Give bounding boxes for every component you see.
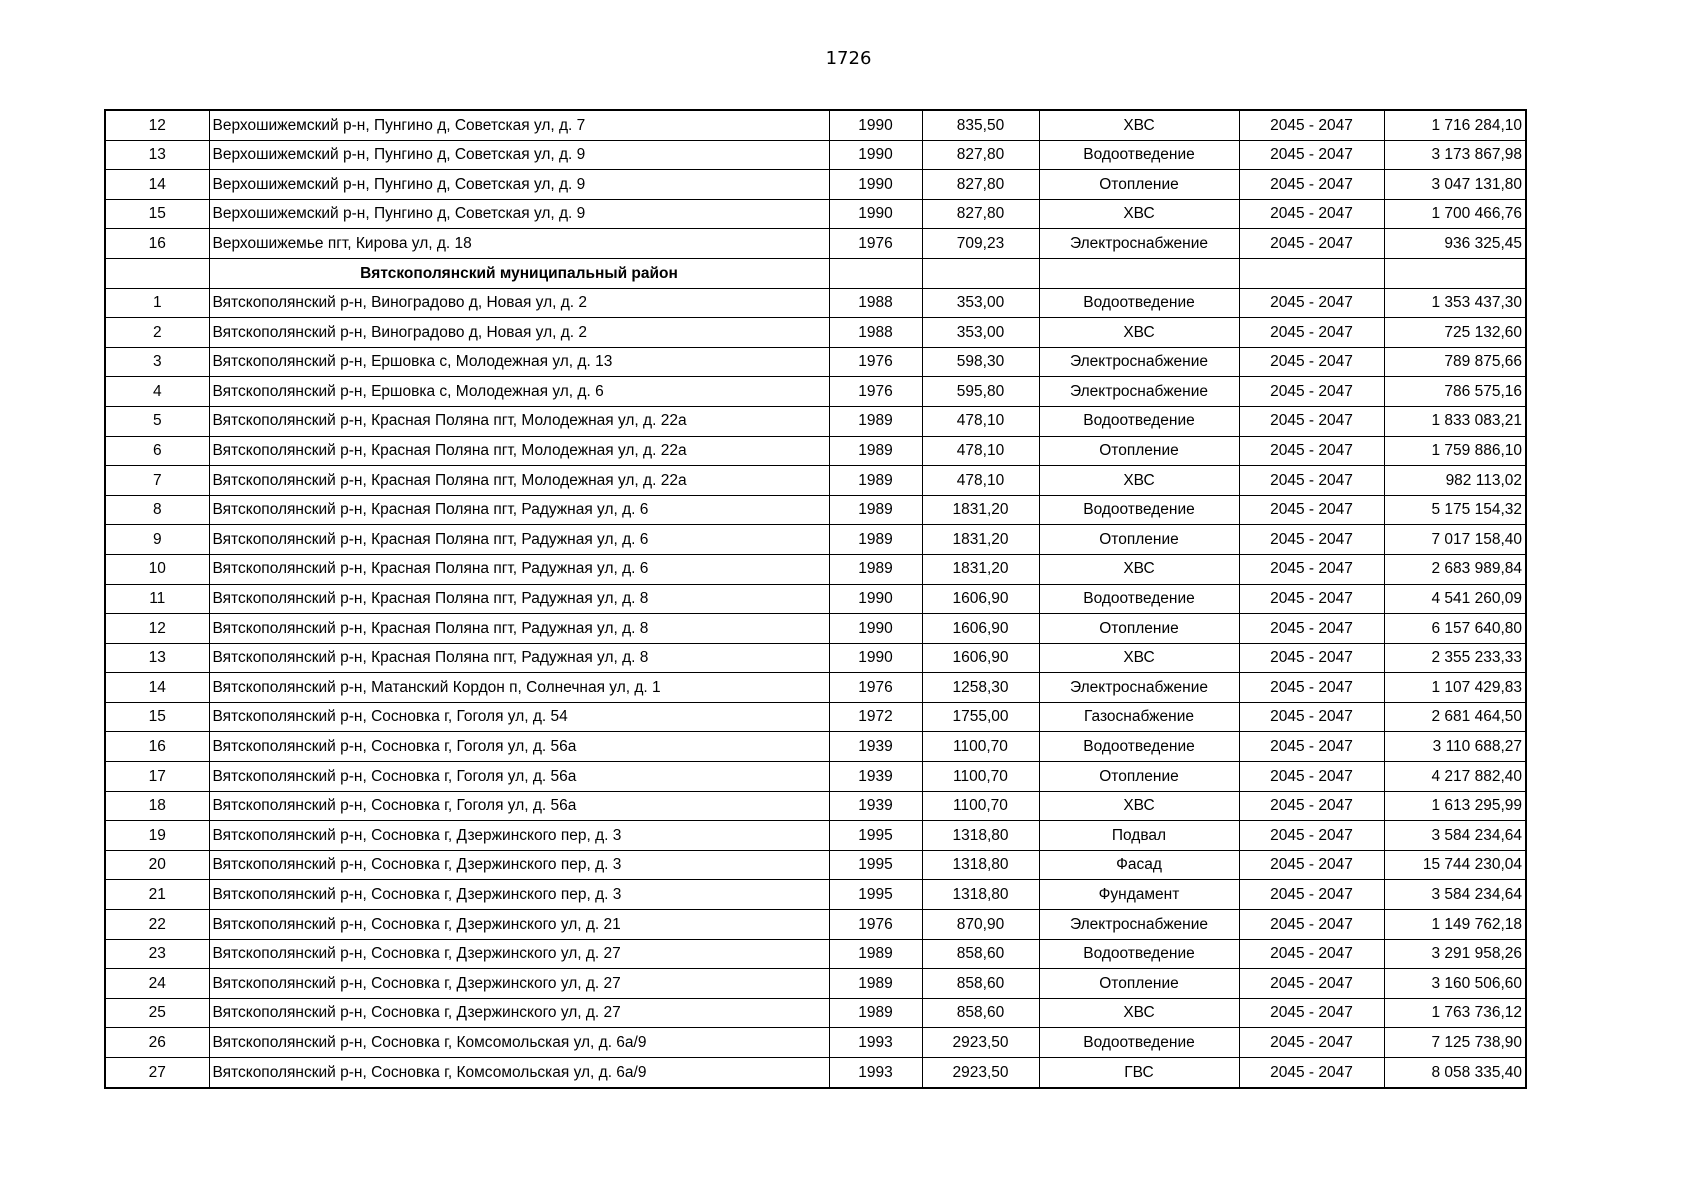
cell-num: 7 xyxy=(105,466,209,496)
cell-year: 1990 xyxy=(829,170,922,200)
cell-year: 1990 xyxy=(829,643,922,673)
cell-period: 2045 - 2047 xyxy=(1239,525,1384,555)
cell-work-type: Фундамент xyxy=(1039,880,1239,910)
cell-address: Вятскополянский р-н, Красная Поляна пгт, Радужная ул, д. 8 xyxy=(209,584,829,614)
cell-area: 827,80 xyxy=(922,170,1039,200)
table-row xyxy=(105,347,1526,377)
cell-cost: 15 744 230,04 xyxy=(1384,850,1526,880)
cell-area: 709,23 xyxy=(922,229,1039,259)
cell-cost: 7 017 158,40 xyxy=(1384,525,1526,555)
cell-address: Вятскополянский р-н, Ершовка с, Молодежная ул, д. 13 xyxy=(209,347,829,377)
cell-cost: 1 353 437,30 xyxy=(1384,288,1526,318)
cell-address: Вятскополянский р-н, Сосновка г, Дзержинского пер, д. 3 xyxy=(209,880,829,910)
cell-num: 23 xyxy=(105,939,209,969)
cell-cost: 1 763 736,12 xyxy=(1384,998,1526,1028)
cell-address: Вятскополянский р-н, Сосновка г, Гоголя ул, д. 56а xyxy=(209,791,829,821)
cell-year: 1989 xyxy=(829,969,922,999)
cell-address: Вятскополянский р-н, Сосновка г, Дзержинского пер, д. 3 xyxy=(209,821,829,851)
cell-year: 1989 xyxy=(829,466,922,496)
cell-work-type: Водоотведение xyxy=(1039,140,1239,170)
cell-period: 2045 - 2047 xyxy=(1239,436,1384,466)
table-row xyxy=(105,614,1526,644)
table-row xyxy=(105,673,1526,703)
cell-period: 2045 - 2047 xyxy=(1239,199,1384,229)
cell-period: 2045 - 2047 xyxy=(1239,377,1384,407)
cell-year: 1989 xyxy=(829,525,922,555)
cell-cost: 1 700 466,76 xyxy=(1384,199,1526,229)
cell-cost: 3 584 234,64 xyxy=(1384,821,1526,851)
cell-num: 13 xyxy=(105,140,209,170)
cell-num: 19 xyxy=(105,821,209,851)
cell-address: Верхошижемье пгт, Кирова ул, д. 18 xyxy=(209,229,829,259)
cell-area: 1100,70 xyxy=(922,791,1039,821)
cell-area: 1100,70 xyxy=(922,732,1039,762)
table-row xyxy=(105,318,1526,348)
cell-num: 12 xyxy=(105,110,209,140)
cell-num: 16 xyxy=(105,229,209,259)
cell-work-type: Фасад xyxy=(1039,850,1239,880)
cell-year: 1990 xyxy=(829,140,922,170)
cell-year: 1995 xyxy=(829,850,922,880)
cell-area: 870,90 xyxy=(922,910,1039,940)
table-row xyxy=(105,436,1526,466)
cell-cost: 3 173 867,98 xyxy=(1384,140,1526,170)
cell-address: Вятскополянский р-н, Красная Поляна пгт, Радужная ул, д. 8 xyxy=(209,643,829,673)
cell-area: 1606,90 xyxy=(922,614,1039,644)
cell-area xyxy=(922,258,1039,288)
cell-area: 1755,00 xyxy=(922,702,1039,732)
cell-num: 8 xyxy=(105,495,209,525)
cell-cost: 2 681 464,50 xyxy=(1384,702,1526,732)
cell-work-type: ХВС xyxy=(1039,318,1239,348)
cell-num: 26 xyxy=(105,1028,209,1058)
cell-cost: 1 833 083,21 xyxy=(1384,406,1526,436)
cell-period: 2045 - 2047 xyxy=(1239,584,1384,614)
cell-work-type: Электроснабжение xyxy=(1039,377,1239,407)
cell-year: 1976 xyxy=(829,377,922,407)
cell-area: 858,60 xyxy=(922,939,1039,969)
cell-area: 1100,70 xyxy=(922,762,1039,792)
table-row xyxy=(105,495,1526,525)
cell-period: 2045 - 2047 xyxy=(1239,939,1384,969)
cell-year xyxy=(829,258,922,288)
table-row xyxy=(105,199,1526,229)
cell-num: 4 xyxy=(105,377,209,407)
cell-period: 2045 - 2047 xyxy=(1239,110,1384,140)
cell-area: 1831,20 xyxy=(922,495,1039,525)
cell-year: 1995 xyxy=(829,821,922,851)
table-row xyxy=(105,554,1526,584)
cell-period: 2045 - 2047 xyxy=(1239,170,1384,200)
cell-year: 1993 xyxy=(829,1058,922,1088)
cell-address: Вятскополянский р-н, Виноградово д, Новая ул, д. 2 xyxy=(209,318,829,348)
cell-cost: 3 584 234,64 xyxy=(1384,880,1526,910)
cell-year: 1990 xyxy=(829,199,922,229)
cell-cost: 4 217 882,40 xyxy=(1384,762,1526,792)
table-row xyxy=(105,732,1526,762)
cell-num: 6 xyxy=(105,436,209,466)
cell-year: 1976 xyxy=(829,673,922,703)
cell-period: 2045 - 2047 xyxy=(1239,318,1384,348)
cell-area: 1318,80 xyxy=(922,880,1039,910)
cell-area: 2923,50 xyxy=(922,1028,1039,1058)
cell-cost: 1 759 886,10 xyxy=(1384,436,1526,466)
cell-address: Вятскополянский р-н, Сосновка г, Комсомольская ул, д. 6а/9 xyxy=(209,1058,829,1088)
cell-address: Вятскополянский р-н, Сосновка г, Гоголя ул, д. 54 xyxy=(209,702,829,732)
cell-address: Вятскополянский р-н, Сосновка г, Гоголя ул, д. 56а xyxy=(209,732,829,762)
cell-area: 598,30 xyxy=(922,347,1039,377)
cell-num xyxy=(105,258,209,288)
table-row xyxy=(105,939,1526,969)
cell-year: 1993 xyxy=(829,1028,922,1058)
table-row xyxy=(105,910,1526,940)
cell-cost: 5 175 154,32 xyxy=(1384,495,1526,525)
cell-period: 2045 - 2047 xyxy=(1239,910,1384,940)
cell-address: Вятскополянский р-н, Ершовка с, Молодежная ул, д. 6 xyxy=(209,377,829,407)
cell-year: 1972 xyxy=(829,702,922,732)
cell-address: Верхошижемский р-н, Пунгино д, Советская ул, д. 9 xyxy=(209,170,829,200)
cell-cost: 3 110 688,27 xyxy=(1384,732,1526,762)
cell-num: 1 xyxy=(105,288,209,318)
cell-num: 24 xyxy=(105,969,209,999)
cell-period: 2045 - 2047 xyxy=(1239,614,1384,644)
cell-work-type: ХВС xyxy=(1039,199,1239,229)
cell-year: 1990 xyxy=(829,584,922,614)
cell-num: 22 xyxy=(105,910,209,940)
cell-area: 827,80 xyxy=(922,140,1039,170)
cell-cost: 7 125 738,90 xyxy=(1384,1028,1526,1058)
cell-year: 1989 xyxy=(829,554,922,584)
cell-work-type: Электроснабжение xyxy=(1039,910,1239,940)
cell-address: Вятскополянский р-н, Красная Поляна пгт, Молодежная ул, д. 22а xyxy=(209,406,829,436)
cell-address: Вятскополянский р-н, Красная Поляна пгт, Радужная ул, д. 6 xyxy=(209,495,829,525)
cell-cost: 936 325,45 xyxy=(1384,229,1526,259)
cell-cost: 3 291 958,26 xyxy=(1384,939,1526,969)
table-row xyxy=(105,1058,1526,1088)
table-body-after xyxy=(105,288,1526,1088)
cell-address: Вятскополянский р-н, Матанский Кордон п, Солнечная ул, д. 1 xyxy=(209,673,829,703)
cell-cost: 3 047 131,80 xyxy=(1384,170,1526,200)
cell-address: Вятскополянский р-н, Красная Поляна пгт, Радужная ул, д. 6 xyxy=(209,554,829,584)
cell-num: 18 xyxy=(105,791,209,821)
cell-work-type: ХВС xyxy=(1039,110,1239,140)
cell-period: 2045 - 2047 xyxy=(1239,850,1384,880)
cell-address: Вятскополянский р-н, Красная Поляна пгт, Радужная ул, д. 6 xyxy=(209,525,829,555)
cell-address: Вятскополянский р-н, Виноградово д, Новая ул, д. 2 xyxy=(209,288,829,318)
cell-cost: 2 683 989,84 xyxy=(1384,554,1526,584)
table-row xyxy=(105,229,1526,259)
cell-cost: 1 149 762,18 xyxy=(1384,910,1526,940)
cell-work-type: Водоотведение xyxy=(1039,495,1239,525)
cell-year: 1989 xyxy=(829,436,922,466)
section-row xyxy=(105,258,1526,288)
cell-area: 478,10 xyxy=(922,406,1039,436)
cell-area: 2923,50 xyxy=(922,1058,1039,1088)
cell-work-type: Водоотведение xyxy=(1039,288,1239,318)
cell-period: 2045 - 2047 xyxy=(1239,140,1384,170)
cell-year: 1995 xyxy=(829,880,922,910)
table-row xyxy=(105,762,1526,792)
cell-area: 1258,30 xyxy=(922,673,1039,703)
cell-area: 595,80 xyxy=(922,377,1039,407)
cell-area: 1831,20 xyxy=(922,525,1039,555)
cell-year: 1989 xyxy=(829,406,922,436)
cell-year: 1976 xyxy=(829,910,922,940)
cell-address: Вятскополянский р-н, Сосновка г, Комсомольская ул, д. 6а/9 xyxy=(209,1028,829,1058)
cell-cost: 786 575,16 xyxy=(1384,377,1526,407)
cell-work-type: Водоотведение xyxy=(1039,939,1239,969)
cell-area: 858,60 xyxy=(922,998,1039,1028)
cell-work-type: Отопление xyxy=(1039,614,1239,644)
cell-cost: 725 132,60 xyxy=(1384,318,1526,348)
cell-cost: 1 716 284,10 xyxy=(1384,110,1526,140)
cell-num: 5 xyxy=(105,406,209,436)
cell-work-type: ГВС xyxy=(1039,1058,1239,1088)
cell-area: 1318,80 xyxy=(922,821,1039,851)
cell-num: 17 xyxy=(105,762,209,792)
cell-num: 25 xyxy=(105,998,209,1028)
cell-year: 1990 xyxy=(829,110,922,140)
cell-cost: 6 157 640,80 xyxy=(1384,614,1526,644)
cell-address: Вятскополянский р-н, Сосновка г, Дзержинского пер, д. 3 xyxy=(209,850,829,880)
cell-period: 2045 - 2047 xyxy=(1239,673,1384,703)
cell-work-type: ХВС xyxy=(1039,554,1239,584)
table-row xyxy=(105,969,1526,999)
cell-period: 2045 - 2047 xyxy=(1239,702,1384,732)
cell-cost: 1 107 429,83 xyxy=(1384,673,1526,703)
cell-area: 478,10 xyxy=(922,466,1039,496)
cell-num: 14 xyxy=(105,170,209,200)
cell-work-type: Отопление xyxy=(1039,969,1239,999)
cell-period: 2045 - 2047 xyxy=(1239,880,1384,910)
table-row xyxy=(105,288,1526,318)
cell-work-type: ХВС xyxy=(1039,791,1239,821)
cell-year: 1939 xyxy=(829,732,922,762)
cell-area: 1318,80 xyxy=(922,850,1039,880)
cell-address: Вятскополянский р-н, Красная Поляна пгт, Молодежная ул, д. 22а xyxy=(209,436,829,466)
cell-address: Верхошижемский р-н, Пунгино д, Советская ул, д. 9 xyxy=(209,140,829,170)
section-title: Вятскополянский муниципальный район xyxy=(209,258,829,288)
cell-cost: 982 113,02 xyxy=(1384,466,1526,496)
cell-num: 12 xyxy=(105,614,209,644)
section-header xyxy=(105,258,1526,288)
cell-num: 3 xyxy=(105,347,209,377)
cell-period: 2045 - 2047 xyxy=(1239,347,1384,377)
cell-period: 2045 - 2047 xyxy=(1239,466,1384,496)
cell-num: 21 xyxy=(105,880,209,910)
cell-num: 2 xyxy=(105,318,209,348)
cell-work-type: Отопление xyxy=(1039,525,1239,555)
table-row xyxy=(105,110,1526,140)
cell-cost: 4 541 260,09 xyxy=(1384,584,1526,614)
cell-num: 15 xyxy=(105,702,209,732)
cell-work-type: Водоотведение xyxy=(1039,1028,1239,1058)
cell-period: 2045 - 2047 xyxy=(1239,791,1384,821)
table-row xyxy=(105,377,1526,407)
cell-address: Вятскополянский р-н, Сосновка г, Дзержинского ул, д. 27 xyxy=(209,998,829,1028)
cell-period: 2045 - 2047 xyxy=(1239,1028,1384,1058)
cell-work-type: Электроснабжение xyxy=(1039,673,1239,703)
cell-work-type: Отопление xyxy=(1039,436,1239,466)
cell-period: 2045 - 2047 xyxy=(1239,969,1384,999)
cell-address: Верхошижемский р-н, Пунгино д, Советская ул, д. 7 xyxy=(209,110,829,140)
table-row xyxy=(105,850,1526,880)
cell-year: 1939 xyxy=(829,762,922,792)
cell-cost: 1 613 295,99 xyxy=(1384,791,1526,821)
cell-work xyxy=(1039,258,1239,288)
cell-area: 835,50 xyxy=(922,110,1039,140)
table-row xyxy=(105,140,1526,170)
cell-year: 1990 xyxy=(829,614,922,644)
cell-area: 1606,90 xyxy=(922,643,1039,673)
cell-num: 27 xyxy=(105,1058,209,1088)
cell-work-type: Электроснабжение xyxy=(1039,229,1239,259)
cell-work-type: Водоотведение xyxy=(1039,732,1239,762)
cell-num: 11 xyxy=(105,584,209,614)
table-row xyxy=(105,643,1526,673)
cell-work-type: Водоотведение xyxy=(1039,406,1239,436)
table-row xyxy=(105,466,1526,496)
table-row xyxy=(105,584,1526,614)
cell-work-type: Водоотведение xyxy=(1039,584,1239,614)
cell-year: 1976 xyxy=(829,347,922,377)
cell-area: 827,80 xyxy=(922,199,1039,229)
cell-period: 2045 - 2047 xyxy=(1239,998,1384,1028)
cell-year: 1976 xyxy=(829,229,922,259)
cell-address: Вятскополянский р-н, Сосновка г, Дзержинского ул, д. 27 xyxy=(209,939,829,969)
cell-address: Вятскополянский р-н, Сосновка г, Дзержинского ул, д. 21 xyxy=(209,910,829,940)
cell-period: 2045 - 2047 xyxy=(1239,643,1384,673)
cell-year: 1988 xyxy=(829,318,922,348)
cell-work-type: Подвал xyxy=(1039,821,1239,851)
table-row xyxy=(105,821,1526,851)
cell-period: 2045 - 2047 xyxy=(1239,495,1384,525)
cell-area: 858,60 xyxy=(922,969,1039,999)
cell-cost: 8 058 335,40 xyxy=(1384,1058,1526,1088)
cell-area: 353,00 xyxy=(922,288,1039,318)
cell-area: 478,10 xyxy=(922,436,1039,466)
cell-work-type: Отопление xyxy=(1039,170,1239,200)
cell-period: 2045 - 2047 xyxy=(1239,1058,1384,1088)
table-row xyxy=(105,702,1526,732)
cell-year: 1988 xyxy=(829,288,922,318)
cell-num: 16 xyxy=(105,732,209,762)
table-body-before xyxy=(105,110,1526,258)
page-number: 1726 xyxy=(825,48,872,69)
cell-num: 13 xyxy=(105,643,209,673)
cell-num: 14 xyxy=(105,673,209,703)
cell-period: 2045 - 2047 xyxy=(1239,732,1384,762)
cell-year: 1939 xyxy=(829,791,922,821)
cell-cost: 3 160 506,60 xyxy=(1384,969,1526,999)
cell-address: Вятскополянский р-н, Красная Поляна пгт, Радужная ул, д. 8 xyxy=(209,614,829,644)
cell-address: Вятскополянский р-н, Красная Поляна пгт, Молодежная ул, д. 22а xyxy=(209,466,829,496)
cell-work-type: Электроснабжение xyxy=(1039,347,1239,377)
cell-work-type: Газоснабжение xyxy=(1039,702,1239,732)
cell-work-type: Отопление xyxy=(1039,762,1239,792)
cell-num: 15 xyxy=(105,199,209,229)
cell-period: 2045 - 2047 xyxy=(1239,554,1384,584)
cell-period xyxy=(1239,258,1384,288)
table-row xyxy=(105,880,1526,910)
cell-work-type: ХВС xyxy=(1039,998,1239,1028)
data-table xyxy=(104,109,1527,1089)
cell-period: 2045 - 2047 xyxy=(1239,406,1384,436)
cell-area: 1606,90 xyxy=(922,584,1039,614)
cell-cost: 2 355 233,33 xyxy=(1384,643,1526,673)
cell-address: Вятскополянский р-н, Сосновка г, Дзержинского ул, д. 27 xyxy=(209,969,829,999)
cell-period: 2045 - 2047 xyxy=(1239,821,1384,851)
cell-year: 1989 xyxy=(829,998,922,1028)
cell-area: 353,00 xyxy=(922,318,1039,348)
cell-year: 1989 xyxy=(829,495,922,525)
cell-work-type: ХВС xyxy=(1039,643,1239,673)
cell-year: 1989 xyxy=(829,939,922,969)
cell-work-type: ХВС xyxy=(1039,466,1239,496)
cell-period: 2045 - 2047 xyxy=(1239,229,1384,259)
cell-num: 10 xyxy=(105,554,209,584)
cell-num: 20 xyxy=(105,850,209,880)
cell-num: 9 xyxy=(105,525,209,555)
cell-area: 1831,20 xyxy=(922,554,1039,584)
cell-cost xyxy=(1384,258,1526,288)
table-row xyxy=(105,998,1526,1028)
cell-address: Вятскополянский р-н, Сосновка г, Гоголя ул, д. 56а xyxy=(209,762,829,792)
table-row xyxy=(105,170,1526,200)
table-row xyxy=(105,525,1526,555)
table-row xyxy=(105,406,1526,436)
cell-period: 2045 - 2047 xyxy=(1239,762,1384,792)
table-row xyxy=(105,1028,1526,1058)
table-row xyxy=(105,791,1526,821)
cell-address: Верхошижемский р-н, Пунгино д, Советская ул, д. 9 xyxy=(209,199,829,229)
cell-period: 2045 - 2047 xyxy=(1239,288,1384,318)
cell-cost: 789 875,66 xyxy=(1384,347,1526,377)
